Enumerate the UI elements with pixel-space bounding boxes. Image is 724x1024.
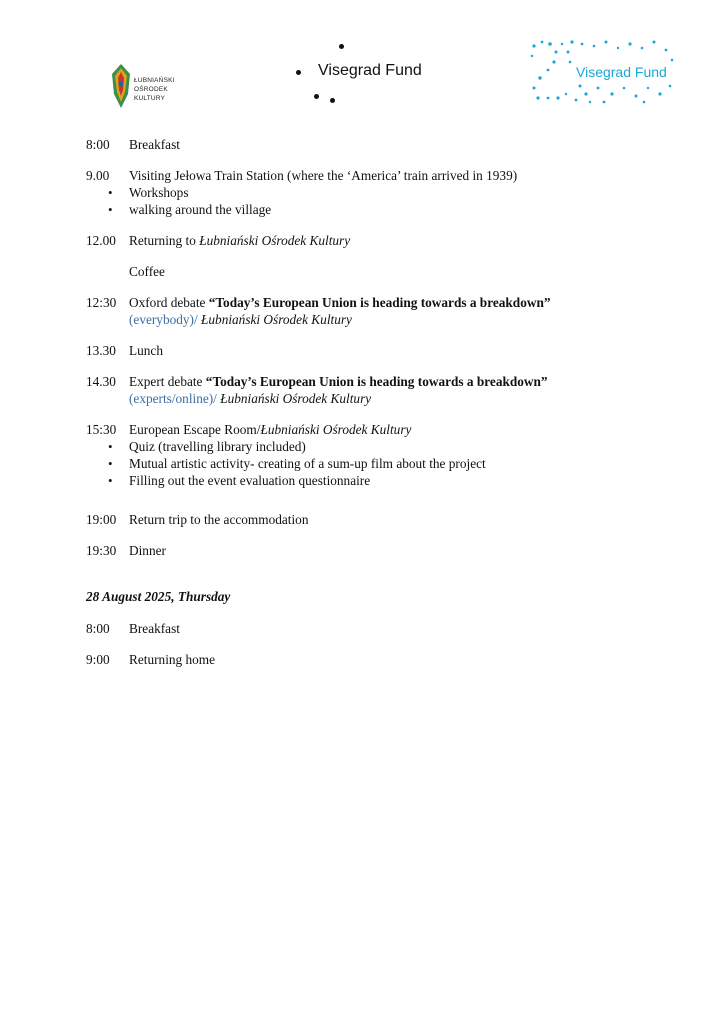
bullet-icon: • [108, 202, 113, 217]
agenda-bullets [108, 184, 686, 218]
agenda-time: 15:30 [86, 422, 117, 437]
agenda-text: Return trip to the accommodation [129, 512, 309, 527]
lok-line-3: KULTURY [134, 95, 166, 102]
logo-dot [330, 98, 335, 103]
audience-label: (experts/online)/ [129, 391, 221, 406]
agenda-item [86, 542, 686, 559]
agenda-item [86, 421, 686, 489]
bullet-item [108, 438, 686, 455]
agenda-day-1 [86, 136, 686, 559]
agenda-text: Returning to [129, 233, 200, 248]
agenda-text: Lunch [129, 343, 163, 358]
bullet-icon: • [108, 439, 113, 454]
agenda-item [86, 263, 686, 280]
agenda-text: Coffee [129, 264, 165, 279]
bullet-icon: • [108, 473, 113, 488]
agenda-time: 19:00 [86, 512, 117, 527]
agenda-time: 9.00 [86, 168, 110, 183]
agenda-time: 8:00 [86, 137, 110, 152]
lok-emblem-icon [112, 64, 130, 108]
bullet-item [108, 455, 686, 472]
bullet-icon: • [108, 185, 113, 200]
bullet-icon: • [108, 456, 113, 471]
agenda-item [86, 620, 686, 637]
logo-dot [339, 44, 344, 49]
bullet-item [108, 184, 686, 201]
agenda-text: Visiting Jełowa Train Station (where the ‘America’ train arrived in 1939) [129, 168, 518, 183]
agenda-time: 13.30 [86, 343, 116, 358]
debate-title: “Today’s European Union is heading towards a breakdown” [205, 374, 548, 389]
agenda-item [86, 167, 686, 218]
agenda-text: Dinner [129, 543, 166, 558]
agenda-text: European Escape Room/ [129, 422, 261, 437]
bullet-text: Workshops [129, 185, 189, 200]
agenda-item [86, 294, 686, 328]
bullet-text: Mutual artistic activity- creating of a sum-up film about the project [129, 456, 486, 471]
agenda-text: Breakfast [129, 137, 180, 152]
agenda-time: 8:00 [86, 621, 110, 636]
agenda-time: 14.30 [86, 374, 116, 389]
agenda-time: 12.00 [86, 233, 116, 248]
lok-logo [112, 64, 192, 110]
bullet-text: Filling out the event evaluation questionnaire [129, 473, 371, 488]
agenda-text: Returning home [129, 652, 216, 667]
agenda-bullets [108, 438, 686, 489]
agenda-text: Oxford debate [129, 295, 209, 310]
agenda-item [86, 136, 686, 153]
agenda-item [86, 342, 686, 359]
debate-title: “Today’s European Union is heading towards a breakdown” [208, 295, 551, 310]
bullet-text: Quiz (travelling library included) [129, 439, 306, 454]
day-heading: 28 August 2025, Thursday [86, 589, 231, 604]
agenda-time: 9:00 [86, 652, 110, 667]
agenda-day-2 [86, 620, 686, 668]
bullet-item [108, 201, 686, 218]
agenda-time: 12:30 [86, 295, 117, 310]
agenda-item [86, 511, 686, 528]
agenda-text: Breakfast [129, 621, 180, 636]
agenda-item [86, 232, 686, 249]
visegrad-fund-logo [290, 38, 440, 108]
lok-logo-text [134, 76, 175, 103]
audience-label: (everybody)/ [129, 312, 201, 327]
venue-name: Łubniański Ośrodek Kultury [199, 233, 351, 248]
logo-dot [296, 70, 301, 75]
visegrad-fund-25-logo [528, 38, 678, 106]
vf-25-name: Visegrad Fund [576, 64, 667, 80]
logo-dot [314, 94, 319, 99]
bullet-item [108, 472, 686, 489]
agenda-item [86, 651, 686, 668]
vf-center-name: Visegrad Fund [318, 62, 422, 79]
lok-line-1: ŁUBNIAŃSKI [134, 77, 175, 84]
venue-name: Łubniański Ośrodek Kultury [260, 422, 412, 437]
venue-name: Łubniański Ośrodek Kultury [201, 312, 352, 327]
bullet-text: walking around the village [129, 202, 272, 217]
venue-name: Łubniański Ośrodek Kultury [220, 391, 372, 406]
agenda-item [86, 373, 686, 407]
agenda-time: 19:30 [86, 543, 117, 558]
lok-line-2: OŚRODEK [134, 86, 168, 93]
agenda-text: Expert debate [129, 374, 206, 389]
